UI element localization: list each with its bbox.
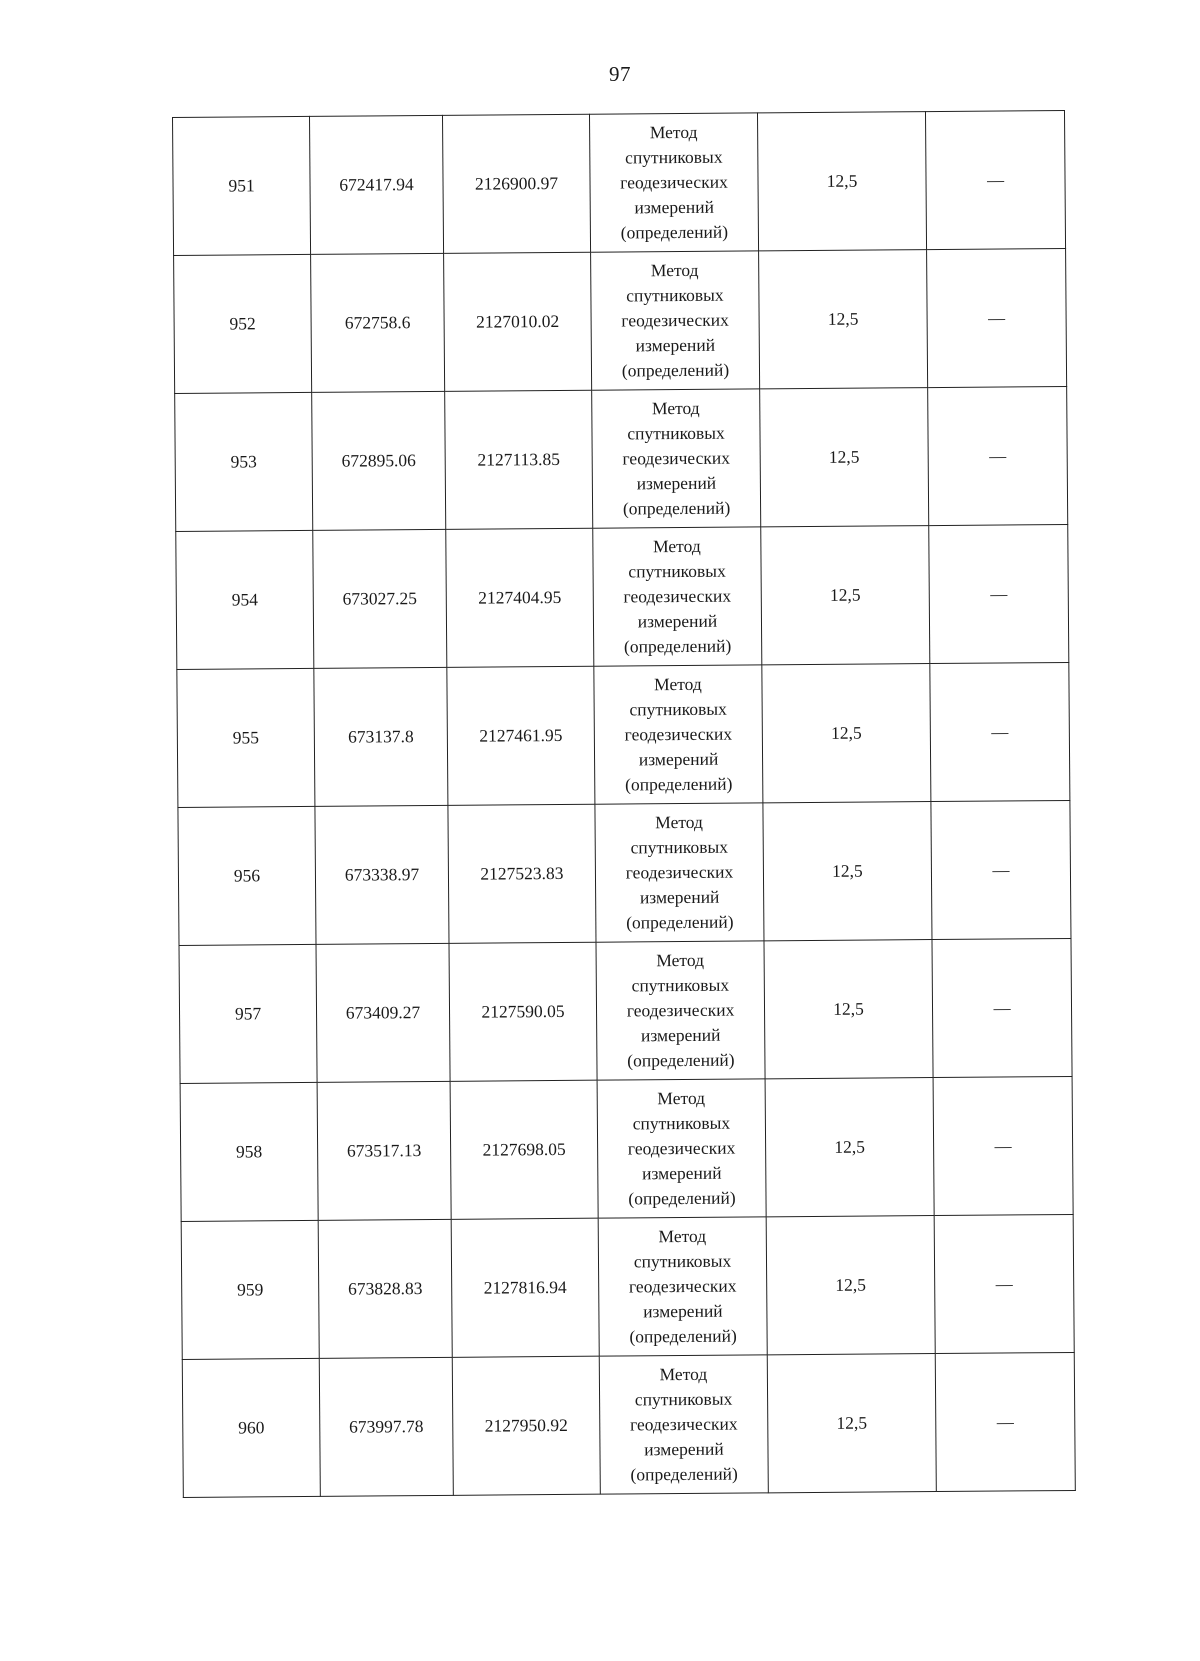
method-line: Метод	[656, 949, 705, 971]
x-coordinate-cell: 673137.8	[314, 667, 448, 806]
table-row	[181, 1214, 1074, 1359]
method-line: (определений)	[626, 911, 734, 933]
extra-cell	[932, 938, 1072, 1077]
dash-mark: —	[988, 308, 1006, 328]
method-line: измерений	[644, 1438, 724, 1460]
method-cell	[598, 1217, 767, 1356]
method-line: геодезических	[629, 1413, 738, 1435]
method-line: измерений	[640, 1024, 721, 1046]
method-line: спутниковых	[633, 1250, 732, 1272]
x-coordinate-cell: 672417.94	[309, 115, 443, 254]
dash-mark: —	[991, 722, 1009, 742]
dash-mark: —	[995, 1274, 1013, 1294]
extra-cell	[929, 524, 1069, 663]
method-line: (определений)	[629, 1325, 737, 1347]
method-line: геодезических	[625, 861, 734, 883]
method-cell	[592, 389, 761, 528]
method-line: Метод	[654, 673, 702, 695]
coordinates-table-body	[173, 110, 1076, 1497]
y-coordinate-cell: 2127404.95	[446, 528, 594, 667]
method-line: геодезических	[622, 447, 731, 469]
point-number-cell: 951	[173, 116, 311, 255]
point-number-cell: 952	[174, 254, 312, 393]
dash-mark: —	[986, 170, 1005, 190]
method-cell	[597, 1079, 766, 1218]
method-line: Метод	[650, 259, 699, 281]
method-line: Метод	[657, 1087, 706, 1109]
point-number-cell: 953	[175, 392, 313, 531]
method-cell	[594, 665, 763, 804]
table-row	[173, 110, 1066, 255]
method-line: (определений)	[625, 773, 733, 795]
method-line: спутниковых	[626, 284, 724, 306]
extra-cell	[931, 800, 1071, 939]
x-coordinate-cell: 673517.13	[317, 1081, 451, 1220]
coordinates-table	[172, 110, 1076, 1498]
method-line: геодезических	[626, 999, 735, 1021]
extra-cell	[925, 110, 1065, 249]
method-line: (определений)	[623, 635, 732, 657]
x-coordinate-cell: 672895.06	[312, 391, 446, 530]
accuracy-cell: 12,5	[764, 940, 933, 1079]
extra-cell	[934, 1214, 1074, 1353]
method-line: измерений	[643, 1300, 723, 1322]
dash-mark: —	[992, 860, 1010, 880]
y-coordinate-cell: 2127010.02	[444, 252, 592, 391]
method-line: геодезических	[620, 171, 728, 193]
dash-mark: —	[996, 1412, 1014, 1432]
method-cell	[591, 251, 760, 390]
x-coordinate-cell: 673338.97	[315, 805, 449, 944]
method-line: геодезических	[628, 1275, 737, 1297]
table-row	[174, 248, 1067, 393]
method-line: (определений)	[627, 1049, 735, 1071]
method-line: (определений)	[620, 221, 729, 243]
point-number-cell: 956	[178, 806, 316, 945]
method-line: геодезических	[624, 723, 733, 745]
method-line: (определений)	[630, 1463, 738, 1485]
y-coordinate-cell: 2127590.05	[449, 942, 597, 1081]
method-line: измерений	[641, 1162, 722, 1184]
point-number-cell: 957	[179, 944, 317, 1083]
table-row	[177, 662, 1070, 807]
method-line: спутниковых	[634, 1388, 733, 1410]
y-coordinate-cell: 2127950.92	[452, 1356, 600, 1495]
method-line: измерений	[636, 472, 717, 494]
accuracy-cell: 12,5	[759, 250, 928, 389]
table-row	[176, 524, 1069, 669]
page-number: 97	[609, 62, 631, 86]
method-line: (определений)	[621, 359, 730, 381]
method-line: измерений	[638, 748, 719, 770]
accuracy-cell: 12,5	[765, 1078, 934, 1217]
method-cell	[593, 527, 762, 666]
extra-cell	[930, 662, 1070, 801]
dash-mark: —	[990, 584, 1008, 604]
extra-cell	[927, 248, 1067, 387]
method-line: Метод	[659, 1363, 708, 1385]
method-cell	[596, 941, 765, 1080]
accuracy-cell: 12,5	[762, 664, 931, 803]
point-number-cell: 955	[177, 668, 315, 807]
table-row	[182, 1352, 1075, 1497]
dash-mark: —	[994, 1136, 1012, 1156]
table-row	[178, 800, 1071, 945]
table-row	[179, 938, 1072, 1083]
y-coordinate-cell: 2127698.05	[450, 1080, 598, 1219]
method-line: Метод	[651, 397, 700, 419]
y-coordinate-cell: 2127523.83	[448, 804, 596, 943]
extra-cell	[935, 1352, 1075, 1491]
dash-mark: —	[993, 998, 1011, 1018]
method-line: измерений	[639, 886, 720, 908]
x-coordinate-cell: 673027.25	[313, 529, 447, 668]
table-row	[180, 1076, 1073, 1221]
x-coordinate-cell: 673828.83	[318, 1219, 452, 1358]
extra-cell	[928, 386, 1068, 525]
y-coordinate-cell: 2126900.97	[442, 114, 590, 253]
method-line: Метод	[655, 811, 703, 833]
method-cell	[599, 1355, 768, 1494]
method-line: измерений	[637, 610, 718, 632]
point-number-cell: 954	[176, 530, 314, 669]
method-line: геодезических	[621, 309, 729, 331]
dash-mark: —	[989, 446, 1007, 466]
accuracy-cell: 12,5	[757, 112, 926, 251]
method-line: измерений	[635, 334, 716, 356]
method-line: геодезических	[627, 1137, 736, 1159]
point-number-cell: 959	[181, 1220, 319, 1359]
method-cell	[589, 113, 758, 252]
method-line: измерений	[634, 196, 715, 218]
accuracy-cell: 12,5	[763, 802, 932, 941]
method-line: спутниковых	[628, 560, 726, 582]
extra-cell	[933, 1076, 1073, 1215]
method-line: Метод	[658, 1225, 707, 1247]
table-row	[175, 386, 1068, 531]
method-line: спутниковых	[632, 1112, 731, 1134]
accuracy-cell: 12,5	[761, 526, 930, 665]
accuracy-cell: 12,5	[760, 388, 929, 527]
y-coordinate-cell: 2127461.95	[447, 666, 595, 805]
x-coordinate-cell: 672758.6	[311, 253, 445, 392]
method-line: спутниковых	[627, 422, 725, 444]
method-line: (определений)	[622, 497, 731, 519]
method-cell	[595, 803, 764, 942]
method-line: Метод	[649, 121, 698, 143]
method-line: спутниковых	[629, 698, 727, 720]
accuracy-cell: 12,5	[767, 1354, 936, 1493]
x-coordinate-cell: 673409.27	[316, 943, 450, 1082]
method-line: Метод	[652, 535, 701, 557]
point-number-cell: 960	[182, 1358, 320, 1497]
method-line: спутниковых	[630, 836, 729, 858]
accuracy-cell: 12,5	[766, 1216, 935, 1355]
method-line: геодезических	[623, 585, 732, 607]
method-line: спутниковых	[625, 146, 723, 168]
x-coordinate-cell: 673997.78	[319, 1357, 453, 1496]
method-line: (определений)	[628, 1187, 736, 1209]
point-number-cell: 958	[180, 1082, 318, 1221]
method-line: спутниковых	[631, 974, 730, 996]
y-coordinate-cell: 2127816.94	[451, 1218, 599, 1357]
y-coordinate-cell: 2127113.85	[445, 390, 593, 529]
